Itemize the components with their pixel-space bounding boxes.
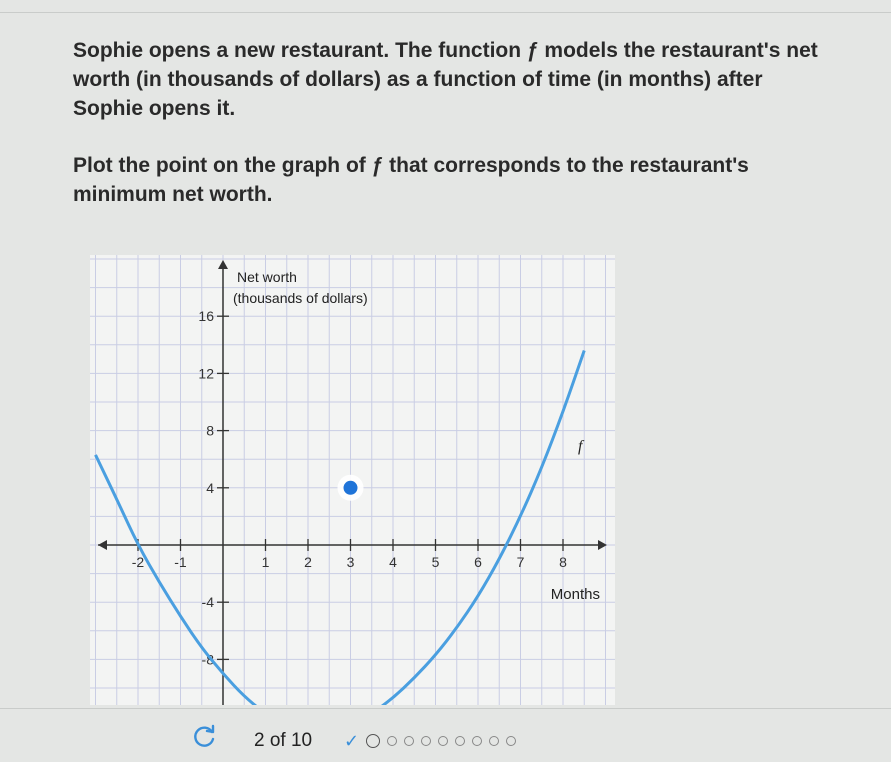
function-graph[interactable] xyxy=(90,255,615,705)
x-tick-label: 4 xyxy=(389,554,397,570)
progress-dot xyxy=(438,736,448,746)
progress-dot xyxy=(489,736,499,746)
x-tick-label: 2 xyxy=(304,554,312,570)
top-divider xyxy=(0,12,891,13)
progress-dot-current xyxy=(366,734,380,748)
movable-point[interactable] xyxy=(344,481,358,495)
x-tick-label: 3 xyxy=(346,554,355,570)
question-paragraph-context: Sophie opens a new restaurant. The function ƒ models the restaurant's net worth (in thousands of dollars) as a function of time (in months) after Sophie opens it. xyxy=(73,39,818,120)
question-paragraph-task: Plot the point on the graph of ƒ that corresponds to the restaurant's minimum net worth. xyxy=(73,154,749,206)
progress-dot xyxy=(404,736,414,746)
completed-check-icon: ✓ xyxy=(344,731,360,751)
x-tick-label: 8 xyxy=(559,554,567,570)
refresh-icon xyxy=(192,724,218,750)
x-axis-left-arrow xyxy=(98,540,107,550)
y-tick-label: -8 xyxy=(201,651,214,668)
question-text xyxy=(73,36,833,237)
x-tick-label: 1 xyxy=(261,554,270,570)
x-tick-label: -1 xyxy=(174,554,187,570)
refresh-button[interactable] xyxy=(192,724,218,750)
y-tick-label: -4 xyxy=(201,594,214,611)
progress-dot xyxy=(472,736,482,746)
footer-bar xyxy=(0,712,891,762)
y-axis-title-line2: (thousands of dollars) xyxy=(233,290,368,306)
function-label: f xyxy=(578,438,583,455)
x-tick-label: 7 xyxy=(516,554,525,570)
progress-dot xyxy=(506,736,516,746)
y-tick-label: 8 xyxy=(206,422,214,439)
question-counter: 2 of 10 xyxy=(254,730,313,751)
y-tick-label: 12 xyxy=(198,365,214,382)
y-axis-arrow xyxy=(218,260,228,269)
x-tick-label: 5 xyxy=(431,554,440,570)
progress-dot xyxy=(455,736,465,746)
x-tick-label: -2 xyxy=(131,554,145,570)
progress-dot xyxy=(421,736,431,746)
x-tick-label: 6 xyxy=(474,554,482,570)
footer-divider xyxy=(0,708,891,709)
y-tick-label: 16 xyxy=(198,308,214,325)
y-tick-label: 4 xyxy=(206,479,214,496)
graph-panel[interactable] xyxy=(90,255,615,705)
x-axis-title: Months xyxy=(550,586,600,603)
y-axis-title-line1: Net worth xyxy=(237,269,297,285)
function-curve xyxy=(96,351,585,705)
progress-dots xyxy=(344,732,516,750)
progress-dot xyxy=(387,736,397,746)
